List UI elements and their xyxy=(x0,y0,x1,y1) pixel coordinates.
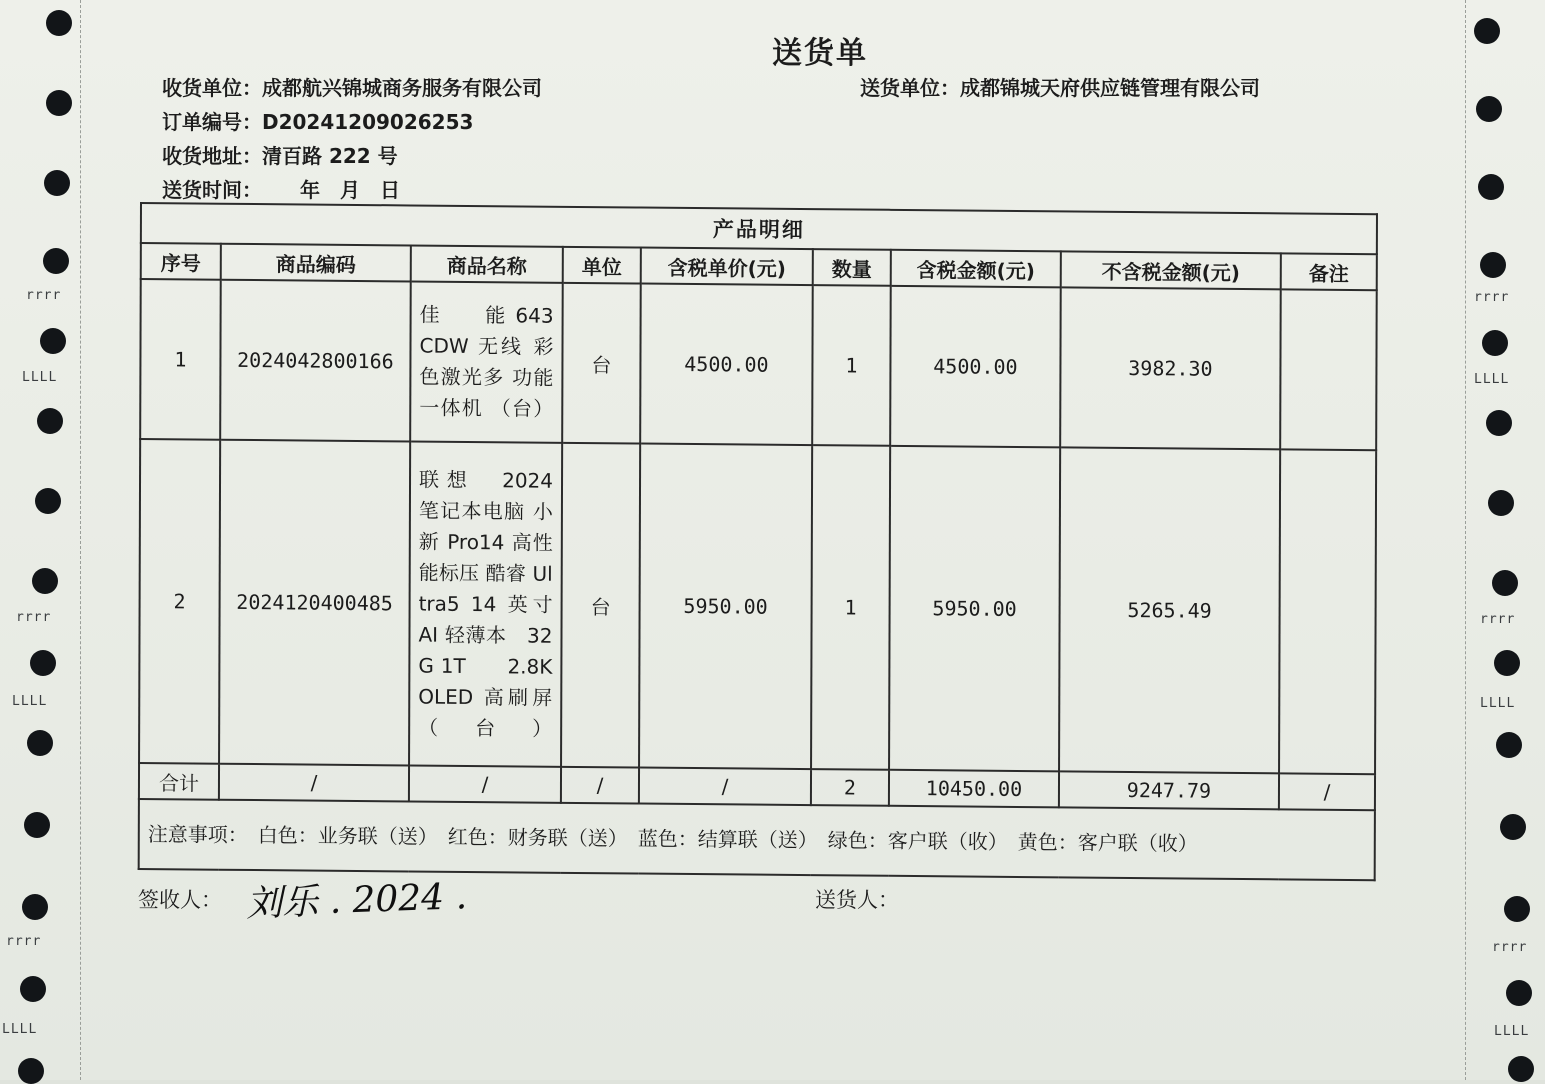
left-tractor-strip xyxy=(0,0,81,1080)
page-title: 送货单 xyxy=(772,36,868,71)
remark xyxy=(1279,449,1376,774)
order-value: D20241209026253 xyxy=(262,110,474,134)
time-line xyxy=(162,174,400,203)
total-unit: / xyxy=(561,767,639,804)
column-header: 序号 xyxy=(141,243,221,280)
quantity: 1 xyxy=(812,285,891,446)
sender-line xyxy=(860,72,1260,101)
column-header: 含税单价(元) xyxy=(641,248,813,286)
perforation-mark-icon: rrrr xyxy=(16,610,52,625)
punch-hole-icon xyxy=(43,248,69,274)
punch-hole-icon xyxy=(1476,96,1502,122)
product-name: 联想 2024 笔记本电脑 小新 Pro14 高性能标压 酷睿 Ultra5 14 英寸 AI 轻薄本 32G 1T 2.8K OLED 高刷屏 （台） xyxy=(409,441,562,766)
row-number: 2 xyxy=(139,439,220,764)
address-label: 收货地址： xyxy=(162,144,262,168)
punch-hole-icon xyxy=(1488,490,1514,516)
receiver-label: 收货单位： xyxy=(162,76,262,100)
tax-amount: 5950.00 xyxy=(889,446,1060,772)
punch-hole-icon xyxy=(1504,896,1530,922)
punch-hole-icon xyxy=(18,1058,44,1084)
table-row xyxy=(140,279,1377,450)
punch-hole-icon xyxy=(1478,174,1504,200)
perforation-mark-icon: rrrr xyxy=(6,934,42,949)
address-value: 清百路 222 号 xyxy=(262,144,398,168)
row-number: 1 xyxy=(140,279,221,440)
punch-hole-icon xyxy=(20,976,46,1002)
unit: 台 xyxy=(562,283,641,444)
punch-hole-icon xyxy=(1508,1056,1534,1082)
total-tax-amount: 10450.00 xyxy=(889,770,1059,808)
punch-hole-icon xyxy=(1482,330,1508,356)
perforation-mark-icon: LLLL xyxy=(1474,372,1510,387)
column-header: 备注 xyxy=(1281,253,1377,290)
column-header: 商品名称 xyxy=(411,245,563,282)
column-header: 含税金额(元) xyxy=(891,250,1061,288)
receiver-line xyxy=(162,72,542,101)
perforation-mark-icon: rrrr xyxy=(1474,290,1510,305)
notes-row xyxy=(139,799,1375,880)
address-line xyxy=(162,140,398,169)
punch-hole-icon xyxy=(24,812,50,838)
column-header: 数量 xyxy=(813,249,891,286)
total-label: 合计 xyxy=(139,763,219,800)
receiver-value: 成都航兴锦城商务服务有限公司 xyxy=(262,76,542,100)
punch-hole-icon xyxy=(1474,18,1500,44)
total-code: / xyxy=(219,764,409,802)
punch-hole-icon xyxy=(1480,252,1506,278)
perforation-mark-icon: LLLL xyxy=(1480,696,1516,711)
product-code: 2024042800166 xyxy=(220,280,411,442)
total-net-amount: 9247.79 xyxy=(1059,771,1279,809)
total-quantity: 2 xyxy=(811,769,889,806)
remark xyxy=(1280,289,1377,450)
column-header: 商品编码 xyxy=(221,244,411,282)
total-name: / xyxy=(409,765,561,802)
unit: 台 xyxy=(561,443,640,768)
order-label: 订单编号： xyxy=(162,110,262,134)
deliverer-label: 送货人： xyxy=(815,888,899,912)
handwritten-signature: 刘乐 . 2024 . xyxy=(245,876,468,925)
sender-value: 成都锦城天府供应链管理有限公司 xyxy=(960,76,1260,100)
punch-hole-icon xyxy=(37,408,63,434)
time-value: 年 月 日 xyxy=(300,178,400,202)
notes-text: 注意事项： 白色：业务联（送） 红色：财务联（送） 蓝色：结算联（送） 绿色：客户联（收） 黄色：客户联（收） xyxy=(139,799,1375,880)
product-detail-table xyxy=(138,202,1378,881)
unit-price: 5950.00 xyxy=(639,444,812,770)
sender-label: 送货单位： xyxy=(860,76,960,100)
net-amount: 3982.30 xyxy=(1060,287,1281,449)
tax-amount: 4500.00 xyxy=(890,286,1061,448)
perforation-mark-icon: LLLL xyxy=(12,694,48,709)
punch-hole-icon xyxy=(30,650,56,676)
punch-hole-icon xyxy=(46,90,72,116)
perforation-mark-icon: rrrr xyxy=(26,288,62,303)
right-tractor-strip xyxy=(1465,0,1545,1080)
table-caption: 产品明细 xyxy=(141,203,1377,254)
punch-hole-icon xyxy=(1486,410,1512,436)
perforation-mark-icon: rrrr xyxy=(1480,612,1516,627)
punch-hole-icon xyxy=(40,328,66,354)
punch-hole-icon xyxy=(27,730,53,756)
punch-hole-icon xyxy=(35,488,61,514)
column-header: 不含税金额(元) xyxy=(1061,251,1281,289)
column-header: 单位 xyxy=(563,247,641,284)
product-code: 2024120400485 xyxy=(219,440,410,766)
unit-price: 4500.00 xyxy=(640,284,813,446)
time-label: 送货时间： xyxy=(162,178,262,202)
punch-hole-icon xyxy=(1506,980,1532,1006)
net-amount: 5265.49 xyxy=(1059,447,1280,773)
punch-hole-icon xyxy=(1500,814,1526,840)
punch-hole-icon xyxy=(32,568,58,594)
perforation-mark-icon: LLLL xyxy=(2,1022,38,1037)
perforation-mark-icon: LLLL xyxy=(22,370,58,385)
punch-hole-icon xyxy=(46,10,72,36)
signer-label: 签收人： xyxy=(138,888,222,912)
punch-hole-icon xyxy=(44,170,70,196)
table-row xyxy=(139,439,1376,774)
punch-hole-icon xyxy=(1492,570,1518,596)
perforation-mark-icon: LLLL xyxy=(1494,1024,1530,1039)
product-name: 佳 能 643CDW 无线 彩色激光多 功能一体机 （台） xyxy=(410,281,563,442)
total-remark: / xyxy=(1279,773,1375,810)
quantity: 1 xyxy=(811,445,890,770)
punch-hole-icon xyxy=(1494,650,1520,676)
total-price: / xyxy=(639,768,811,806)
perforation-mark-icon: rrrr xyxy=(1492,940,1528,955)
order-line xyxy=(162,106,473,135)
punch-hole-icon xyxy=(22,894,48,920)
punch-hole-icon xyxy=(1496,732,1522,758)
